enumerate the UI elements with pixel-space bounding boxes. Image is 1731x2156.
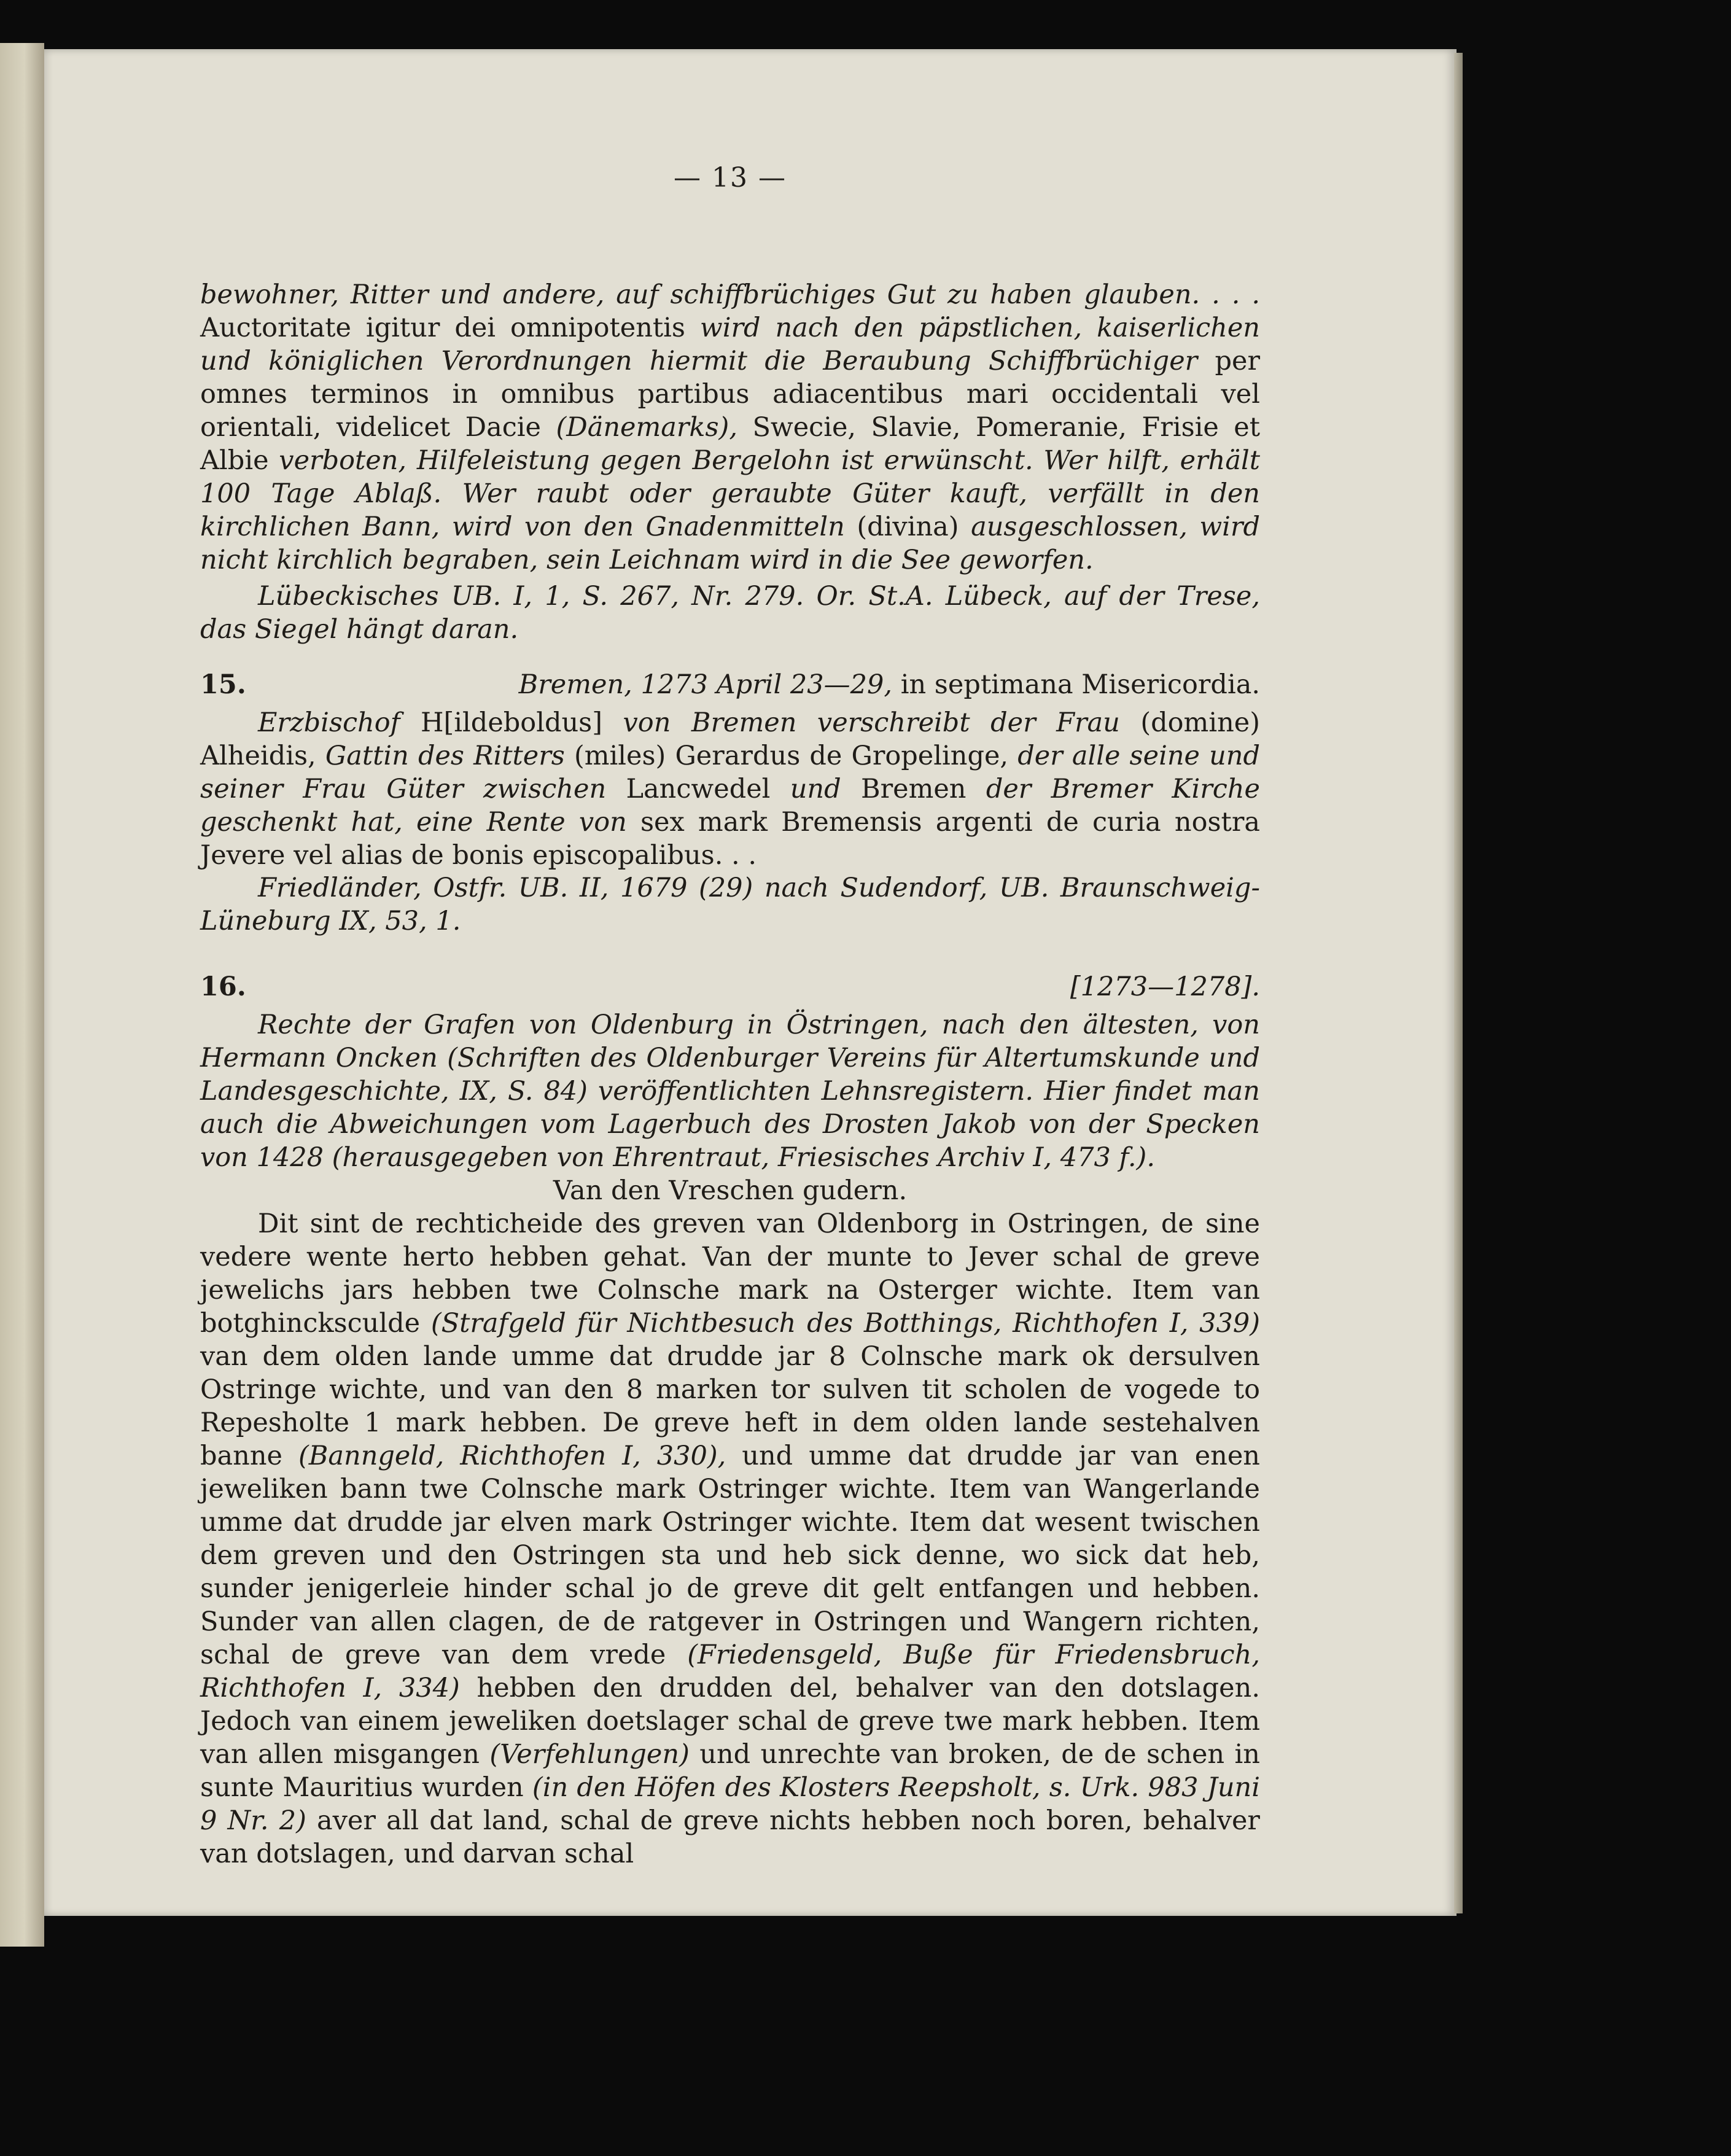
p1-segment: ausgeschlossen, wird nicht kirchlich begraben, sein Leichnam wird in die See geworfen.: [200, 512, 1261, 575]
source-citation-15: Friedländer, Ostfr. UB. II, 1679 (29) nach Sudendorf, UB. Braunschweig-Lüneburg IX, 53, 1.: [200, 873, 1260, 936]
document-date-16: [1273—1278].: [1070, 971, 1260, 1002]
book-left-edge: [0, 43, 44, 1947]
p15-segment: der alle seine und seiner Frau Güter zwischen: [200, 741, 1260, 804]
p-main-segment: (Strafgeld für Nichtbesuch des Botthings, Richthofen I, 339): [430, 1308, 1260, 1339]
main-text: [200, 1207, 1260, 1870]
p1-segment: Swecie, Slavie, Pomeranie, Frisie et Albie: [200, 412, 1260, 476]
regest-16: Rechte der Grafen von Oldenburg in Östringen, nach den ältesten, von Hermann Oncken (Schriften des Oldenburger Vereins für Altertumskunde und Landesgeschichte, IX, S. 84) veröffentlichten Lehnsregistern. Hier findet man auch die Abweichungen vom Lagerbuch des Drosten Jakob von der Specken von 1428 (herausgegeben von Ehrentraut, Friesisches Archiv I, 473 f.).: [200, 1010, 1260, 1173]
p-main-segment: Dit sint de rechticheide des greven van Oldenborg in Ostringen, de sine vedere wente herto hebben gehat. Van der munte to Jever schal de greve jewelichs jars hebben twe Colnsche mark na Osterger wichte. Item van botghincksculde: [200, 1208, 1260, 1339]
date-feast-15: in septimana Misericordia.: [900, 669, 1260, 700]
p-main-segment: (Banngeld, Richthofen I, 330),: [298, 1441, 742, 1471]
p1-segment: per omnes terminos in omnibus partibus adiacentibus mari occidentali vel orientali, videlicet Dacie: [200, 346, 1260, 443]
p15-segment: und: [790, 774, 861, 804]
p-main-segment: und umme dat drudde jar van enen jeweliken bann twe Colnsche mark Ostringer wichte. Item van Wangerlande umme dat drudde jar elven mark Ostringer wichte. Item dat wesent twischen dem greven und den Ostringen sta und heb sick denne, wo sick dat heb, sunder jenigerleie hinder schal jo de greve dit gelt entfangen und hebben. Sunder van allen clagen, de de ratgever in Ostringen und Wangern richten, schal de greve van dem vrede: [200, 1441, 1260, 1670]
page: [44, 49, 1457, 1916]
regest-15: [200, 706, 1260, 872]
p15-segment: Lancwedel: [626, 774, 790, 804]
source-citation-14: Lübeckisches UB. I, 1, S. 267, Nr. 279. Or. St.A. Lübeck, auf der Trese, das Siegel hängt daran.: [200, 581, 1260, 645]
page-number: — 13 —: [674, 162, 787, 193]
p15-segment: (miles) Gerardus de Gropelinge,: [574, 741, 1018, 771]
p15-segment: Bremen: [860, 774, 986, 804]
p1-segment: verboten, Hilfeleistung gegen Bergelohn ist erwünscht. Wer hilft, erhält 100 Tage Ablaß. Wer raubt oder geraubte Güter kauft, verfällt in den kirchlichen Bann, wird von den Gnadenmitteln: [200, 445, 1260, 542]
p-main-segment: hebben den drudden del, behalver van den dotslagen. Jedoch van einem jeweliken doetslager schal de greve twe mark hebben. Item van allen misgangen: [200, 1673, 1260, 1770]
document-heading-16: [200, 970, 1260, 1003]
date-place-15: Bremen, 1273 April 23—29,: [518, 669, 901, 700]
p15-segment: von Bremen verschreibt der Frau: [623, 707, 1141, 738]
p-main-segment: (in den Höfen des Klosters Reepsholt, s. Urk. 983 Juni 9 Nr. 2): [200, 1772, 1260, 1836]
document-number-15: 15.: [200, 669, 246, 700]
p15-segment: (domine) Alheidis,: [200, 707, 1260, 771]
p-main-segment: (Friedensgeld, Buße für Friedensbruch, Richthofen I, 334): [200, 1640, 1261, 1703]
p-main-segment: (Verfehlungen): [489, 1739, 700, 1770]
p1-segment: Auctoritate igitur dei omnipotentis: [200, 313, 700, 343]
p15-segment: Gattin des Ritters: [325, 741, 574, 771]
p15-segment: sex mark Bremensis argenti de curia nostra Jevere vel alias de bonis episcopalibus. . .: [200, 807, 1261, 871]
p1-segment: bewohner, Ritter und andere, auf schiffbrüchiges Gut zu haben glauben. . . .: [200, 279, 1260, 310]
p-main-segment: aver all dat land, schal de greve nichts hebben noch boren, behalver van dotslagen, und darvan schal: [200, 1805, 1260, 1869]
p1-segment: (Dänemarks),: [556, 412, 753, 443]
p15-segment: Erzbischof: [258, 707, 421, 738]
page-right-edge: [1454, 53, 1463, 1913]
p15-segment: H[ildeboldus]: [421, 707, 623, 738]
p1-segment: (divina): [857, 512, 971, 542]
document-number-16: 16.: [200, 971, 246, 1002]
paragraph-intro: [200, 278, 1260, 577]
document-heading-15: [200, 668, 1260, 701]
p15-segment: der Bremer Kirche geschenkt hat, eine Rente von: [200, 774, 1260, 838]
document-date-15: [519, 668, 1260, 701]
p1-segment: wird nach den päpstlichen, kaiserlichen und königlichen Verordnungen hiermit die Beraubung Schiffbrüchiger: [200, 313, 1261, 376]
p-main-segment: und unrechte van broken, de de schen in sunte Mauritius wurden: [200, 1739, 1260, 1803]
section-subheading: Van den Vreschen gudern.: [553, 1175, 908, 1206]
p-main-segment: van dem olden lande umme dat drudde jar 8 Colnsche mark ok dersulven Ostringe wichte, und van den 8 marken tor sulven tit scholen de vogede to Repesholte 1 mark hebben. De greve heft in dem olden lande sestehalven banne: [200, 1341, 1260, 1471]
